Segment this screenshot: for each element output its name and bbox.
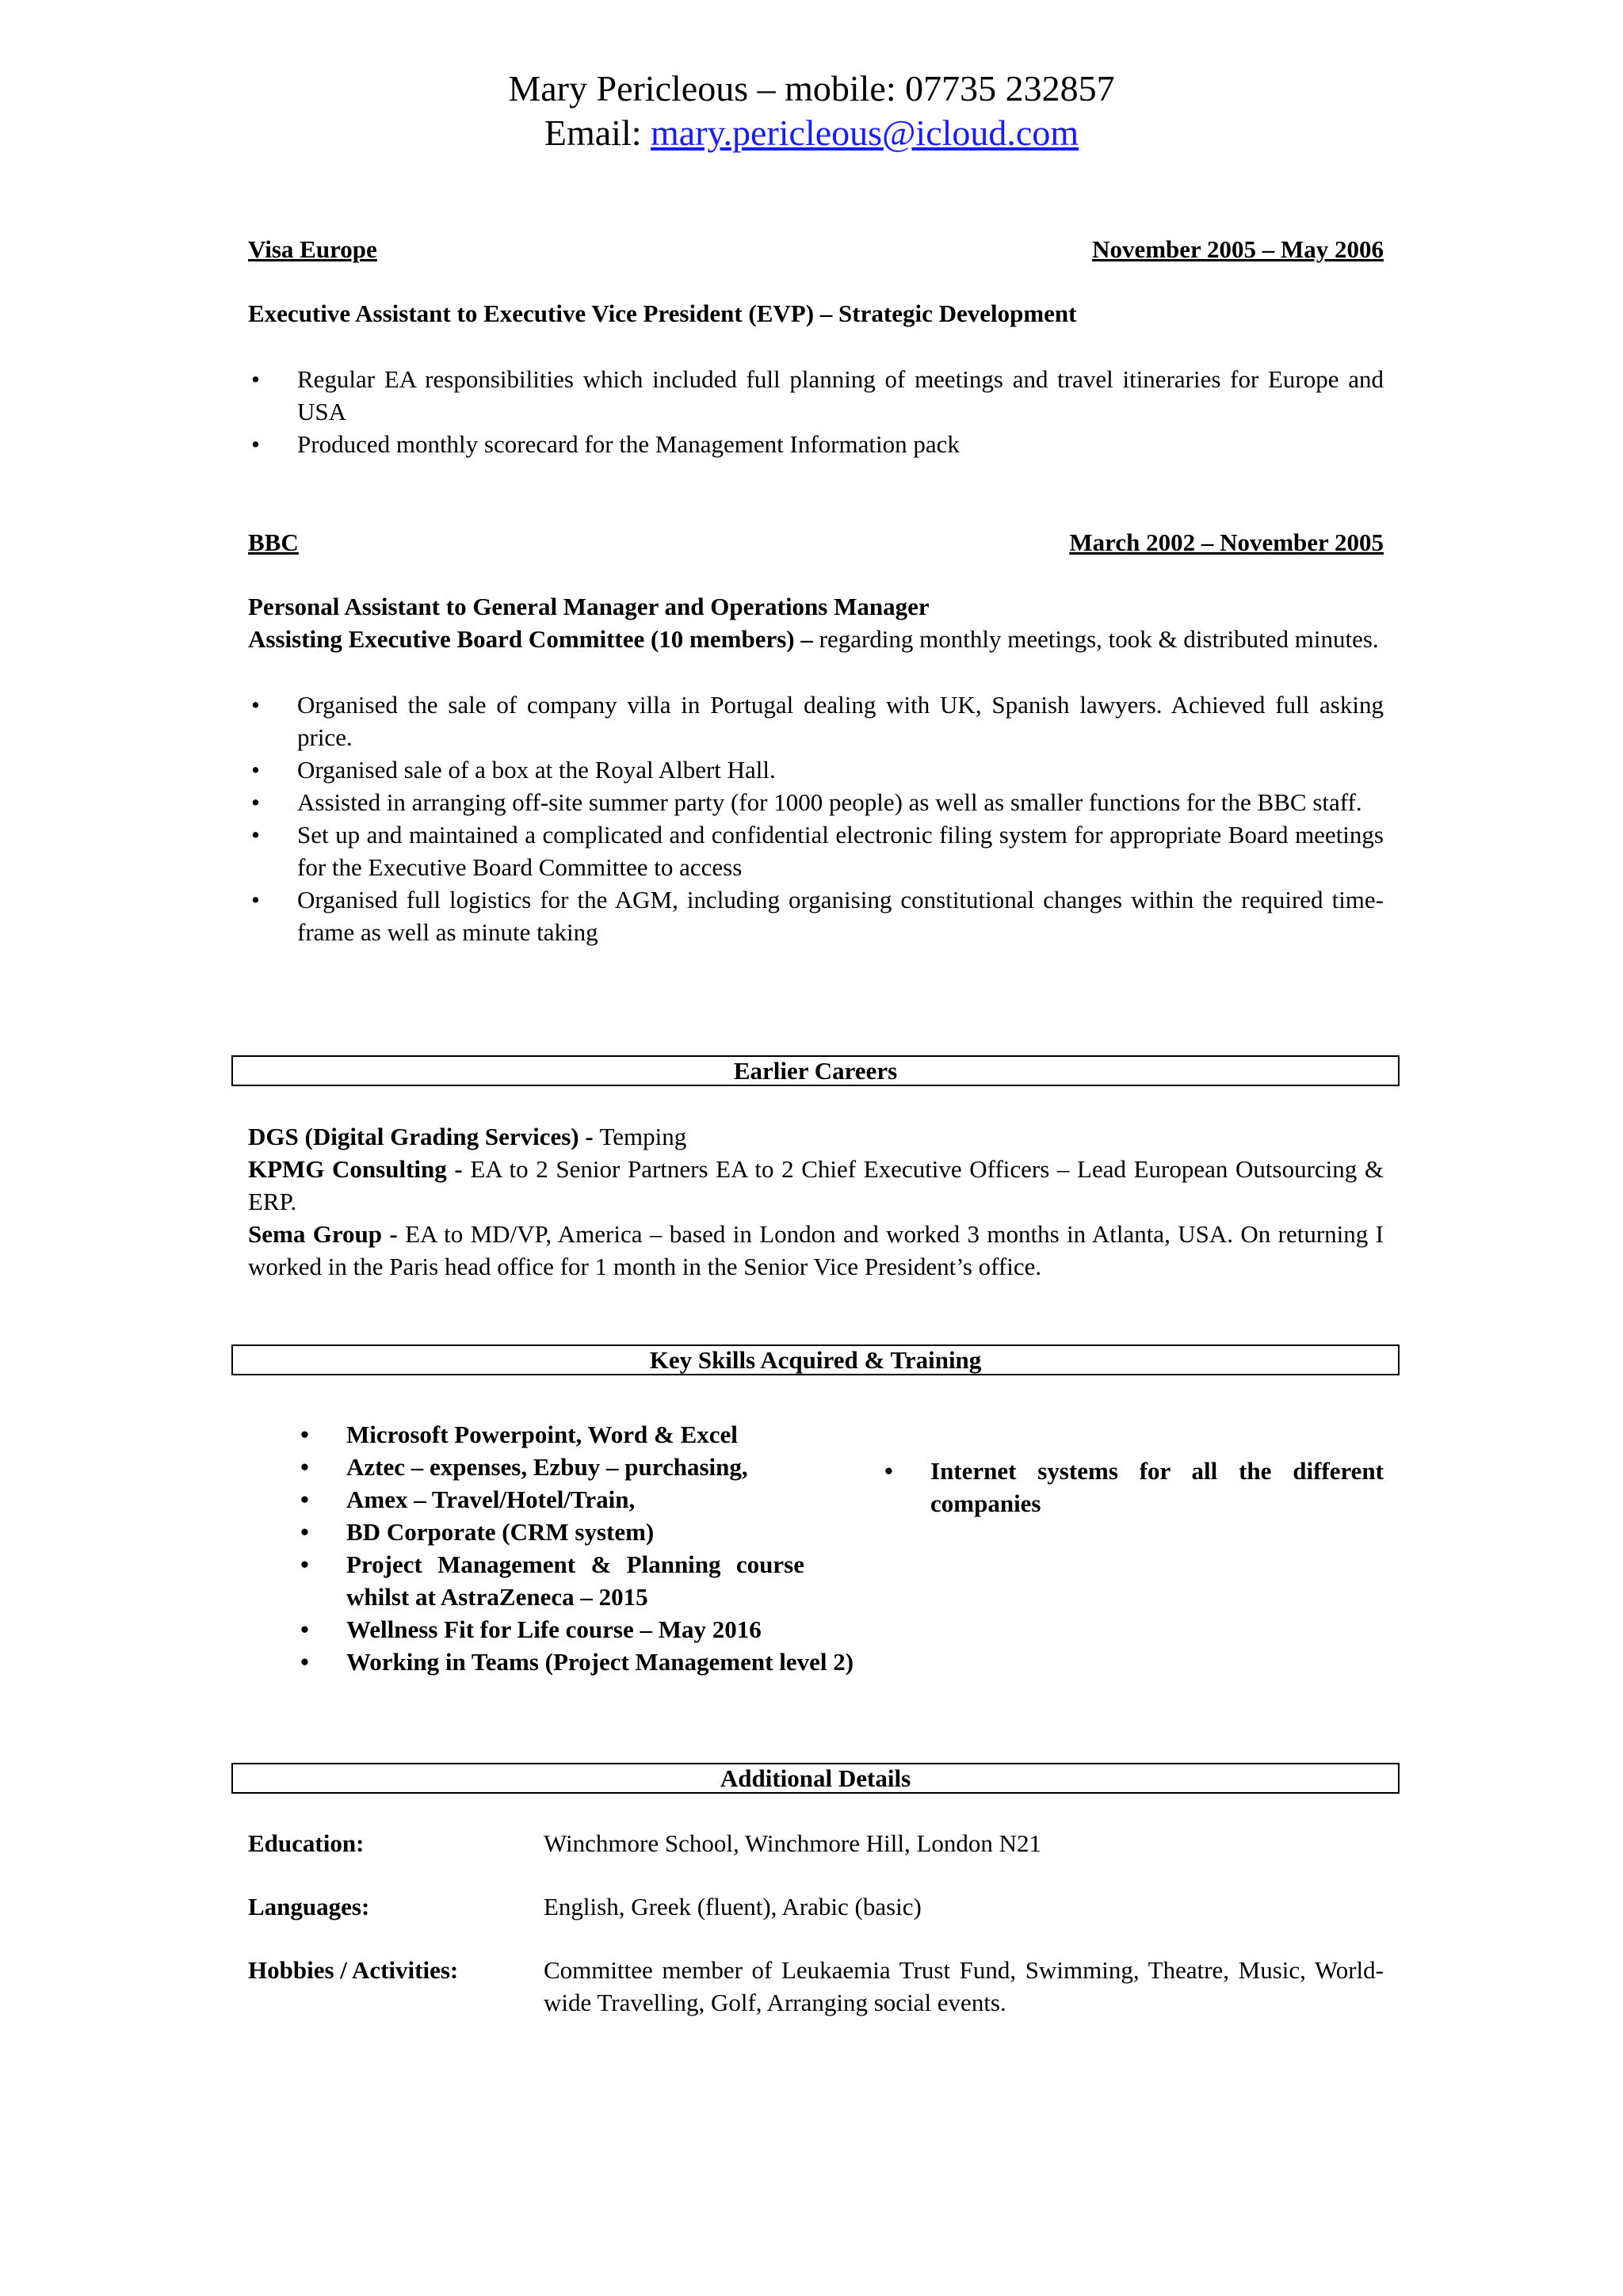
- list-item: • Working in Teams (Project Management level 2): [297, 1646, 804, 1678]
- list-item: • Assisted in arranging off-site summer party (for 1000 people) as well as smaller functions for the BBC staff.: [248, 786, 1384, 818]
- subtitle-text: regarding monthly meetings, took & distributed minutes.: [812, 625, 1379, 653]
- list-item: KPMG Consulting - EA to 2 Senior Partners EA to 2 Chief Executive Officers – Lead European Outsourcing & ERP.: [248, 1155, 1384, 1215]
- job-dates: March 2002 – November 2005: [1069, 528, 1384, 556]
- job-title: Personal Assistant to General Manager and Operations Manager: [248, 593, 930, 620]
- list-item: • Project Management & Planning course whilst at AstraZeneca – 2015: [297, 1548, 804, 1613]
- company-name: Visa Europe: [248, 235, 377, 263]
- list-item: • Produced monthly scorecard for the Management Information pack: [248, 428, 1384, 460]
- detail-languages: [248, 1890, 1384, 1923]
- job-dates: November 2005 – May 2006: [1092, 235, 1384, 263]
- list-item: • Internet systems for all the different companies: [881, 1455, 1384, 1520]
- job-visa-europe: [248, 233, 1384, 460]
- list-item: • Wellness Fit for Life course – May 2016: [297, 1613, 804, 1646]
- job-bullets: [248, 688, 1384, 948]
- list-item: DGS (Digital Grading Services) - Temping: [248, 1123, 687, 1150]
- list-item: • Regular EA responsibilities which included full planning of meetings and travel itineraries for Europe and USA: [248, 363, 1384, 428]
- list-item: • Set up and maintained a complicated and confidential electronic filing system for appropriate Board meetings for the Executive Board Committee to access: [248, 818, 1384, 883]
- list-item: • Organised full logistics for the AGM, including organising constitutional changes within the required time-frame as well as minute taking: [248, 883, 1384, 948]
- job-title: Executive Assistant to Executive Vice President (EVP) – Strategic Development: [248, 299, 1077, 327]
- job-subtitle: [248, 623, 1384, 655]
- skills-list: [881, 1455, 1384, 1520]
- resume-header: [0, 67, 1623, 155]
- list-item: • Amex – Travel/Hotel/Train,: [297, 1483, 804, 1516]
- list-item: • BD Corporate (CRM system): [297, 1516, 804, 1548]
- subtitle-bold: Assisting Executive Board Committee (10 members) –: [248, 625, 813, 653]
- email-line: [0, 111, 1623, 155]
- section-heading-earlier-careers: Earlier Careers: [231, 1055, 1400, 1086]
- detail-value: English, Greek (fluent), Arabic (basic): [544, 1893, 922, 1920]
- detail-label: Languages:: [248, 1893, 370, 1920]
- list-item: Sema Group - EA to MD/VP, America – based in London and worked 3 months in Atlanta, USA. On returning I worked in the Paris head office for 1 month in the Senior Vice President’s office.: [248, 1220, 1384, 1280]
- detail-hobbies: [248, 1954, 1384, 2019]
- earlier-careers: [248, 1120, 1384, 1283]
- email-link[interactable]: mary.pericleous@icloud.com: [651, 113, 1079, 153]
- detail-value: Winchmore School, Winchmore Hill, London N21: [544, 1829, 1042, 1857]
- list-item: • Organised sale of a box at the Royal Albert Hall.: [248, 753, 1384, 786]
- name-and-mobile: Mary Pericleous – mobile: 07735 232857: [508, 68, 1115, 109]
- job-header: [248, 233, 1384, 265]
- detail-label: Education:: [248, 1829, 365, 1857]
- skills-list: [297, 1418, 854, 1678]
- skills-left-column: [297, 1418, 854, 1678]
- list-item: • Aztec – expenses, Ezbuy – purchasing,: [297, 1451, 804, 1483]
- detail-education: [248, 1827, 1384, 1859]
- company-name: BBC: [248, 528, 299, 556]
- list-item: • Microsoft Powerpoint, Word & Excel: [297, 1418, 804, 1451]
- job-bbc: [248, 526, 1384, 948]
- job-bullets: [248, 363, 1384, 460]
- list-item: • Organised the sale of company villa in Portugal dealing with UK, Spanish lawyers. Achieved full asking price.: [248, 688, 1384, 753]
- section-heading-additional-details: Additional Details: [231, 1763, 1400, 1794]
- detail-value: Committee member of Leukaemia Trust Fund, Swimming, Theatre, Music, World-wide Travelling, Golf, Arranging social events.: [544, 1956, 1384, 2016]
- job-header: [248, 526, 1384, 559]
- detail-label: Hobbies / Activities:: [248, 1956, 459, 1984]
- email-label: Email:: [544, 113, 651, 153]
- skills-right-column: [881, 1455, 1384, 1520]
- section-heading-key-skills: Key Skills Acquired & Training: [231, 1344, 1400, 1375]
